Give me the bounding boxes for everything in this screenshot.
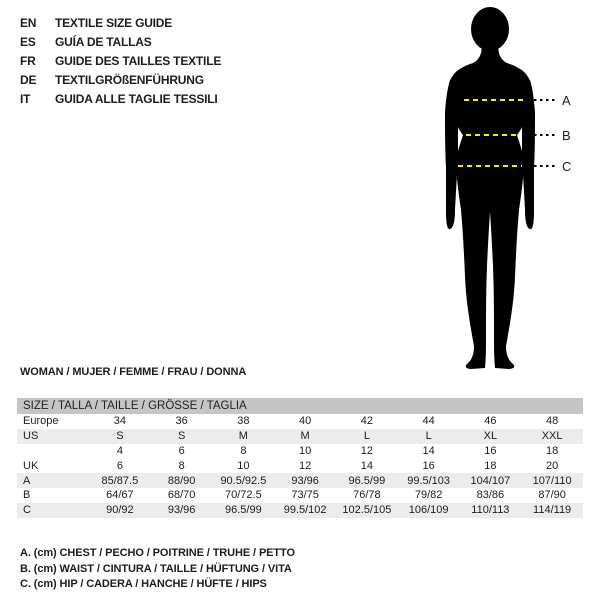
cell: 90.5/92.5 bbox=[220, 474, 267, 487]
cell: 14 bbox=[422, 444, 435, 457]
lang-row-en bbox=[20, 13, 221, 32]
cell: 76/78 bbox=[353, 489, 381, 502]
cell: 87/90 bbox=[538, 489, 566, 502]
cell: 16 bbox=[484, 444, 497, 457]
cell: 4 bbox=[116, 444, 123, 457]
cell: 44 bbox=[422, 415, 435, 428]
cell: 99.5/103 bbox=[407, 474, 451, 487]
cell: 104/107 bbox=[470, 474, 511, 487]
cell: 18 bbox=[484, 459, 497, 472]
table-row-europe bbox=[17, 414, 583, 429]
cell: S bbox=[116, 430, 124, 443]
cell: 40 bbox=[299, 415, 312, 428]
lang-label: TEXTILGRÖßENFÜHRUNG bbox=[55, 72, 204, 87]
cell: 68/70 bbox=[167, 489, 196, 502]
section-title: WOMAN / MUJER / FEMME / FRAU / DONNA bbox=[20, 366, 247, 378]
row-label: B bbox=[23, 489, 31, 502]
woman-silhouette-diagram bbox=[400, 4, 600, 376]
cell: M bbox=[300, 430, 310, 443]
cell: 93/96 bbox=[167, 504, 196, 517]
cell: 8 bbox=[178, 459, 185, 472]
cell: 102.5/105 bbox=[342, 504, 392, 517]
waist-line-label: B bbox=[562, 128, 571, 143]
cell: 79/82 bbox=[414, 489, 443, 502]
cell: 64/67 bbox=[106, 489, 134, 502]
cell: 34 bbox=[113, 415, 126, 428]
row-label: UK bbox=[23, 459, 39, 472]
cell: 16 bbox=[422, 459, 435, 472]
legend-hip: C. (cm) HIP / CADERA / HANCHE / HÜFTE / HIPS bbox=[20, 578, 267, 590]
cell: L bbox=[363, 430, 370, 443]
lang-code: FR bbox=[20, 53, 36, 68]
cell: 18 bbox=[546, 444, 559, 457]
cell: 12 bbox=[360, 444, 373, 457]
cell: 96.5/99 bbox=[348, 474, 386, 487]
lang-label: TEXTILE SIZE GUIDE bbox=[55, 15, 173, 30]
cell: 42 bbox=[360, 415, 373, 428]
legend-chest: A. (cm) CHEST / PECHO / POITRINE / TRUHE / PETTO bbox=[20, 547, 295, 559]
lang-code: DE bbox=[20, 72, 37, 87]
cell: 12 bbox=[299, 459, 312, 472]
cell: 83/86 bbox=[476, 489, 505, 502]
cell: 20 bbox=[546, 459, 559, 472]
measurement-legend bbox=[20, 546, 295, 593]
woman-silhouette bbox=[445, 7, 535, 369]
cell: 99.5/102 bbox=[283, 504, 327, 517]
cell: 10 bbox=[237, 459, 250, 472]
lang-row-de bbox=[20, 70, 221, 89]
lang-row-es bbox=[20, 32, 221, 51]
lang-row-it bbox=[20, 89, 221, 108]
cell: L bbox=[425, 430, 432, 443]
cell: M bbox=[238, 430, 248, 443]
cell: 38 bbox=[237, 415, 250, 428]
cell: 73/75 bbox=[291, 489, 319, 502]
hip-line-label: C bbox=[562, 159, 572, 174]
row-label: A bbox=[23, 474, 31, 487]
table-row-waist bbox=[17, 488, 583, 503]
cell: 46 bbox=[484, 415, 497, 428]
cell: 110/113 bbox=[471, 504, 510, 517]
row-label: Europe bbox=[23, 415, 59, 428]
legend-waist: B. (cm) WAIST / CINTURA / TAILLE / HÜFTUNG / VITA bbox=[20, 562, 292, 575]
cell: 114/119 bbox=[533, 504, 572, 517]
cell: 8 bbox=[240, 444, 247, 457]
lang-label: GUÍA DE TALLAS bbox=[55, 34, 152, 49]
cell: 107/110 bbox=[532, 474, 572, 487]
cell: 93/96 bbox=[291, 474, 319, 487]
lang-code: EN bbox=[20, 15, 37, 30]
lang-label: GUIDA ALLE TAGLIE TESSILI bbox=[55, 91, 218, 106]
table-row-chest bbox=[17, 473, 583, 488]
cell: 96.5/99 bbox=[225, 504, 262, 517]
cell: 10 bbox=[299, 444, 312, 457]
cell: 90/92 bbox=[106, 504, 134, 517]
table-row-us bbox=[17, 429, 583, 444]
size-table bbox=[17, 398, 583, 518]
language-title-block bbox=[20, 13, 221, 108]
lang-label: GUIDE DES TAILLES TEXTILE bbox=[55, 53, 222, 68]
lang-code: ES bbox=[20, 34, 36, 49]
cell: 48 bbox=[546, 415, 559, 428]
cell: 6 bbox=[116, 459, 123, 472]
table-row-us-numeric bbox=[17, 444, 583, 459]
cell: 36 bbox=[175, 415, 188, 428]
cell: 85/87.5 bbox=[101, 474, 139, 487]
cell: 88/90 bbox=[167, 474, 196, 487]
cell: 6 bbox=[178, 444, 185, 457]
cell: S bbox=[177, 430, 186, 443]
cell: XXL bbox=[541, 430, 563, 443]
table-header: SIZE / TALLA / TAILLE / GRÖSSE / TAGLIA bbox=[17, 398, 583, 414]
cell: 70/72.5 bbox=[225, 489, 262, 502]
cell: 106/109 bbox=[408, 504, 449, 517]
table-row-hip bbox=[17, 503, 583, 518]
row-label: US bbox=[23, 430, 39, 443]
table-row-uk bbox=[17, 458, 583, 473]
row-label: C bbox=[23, 504, 31, 517]
lang-row-fr bbox=[20, 51, 221, 70]
cell: 14 bbox=[360, 459, 373, 472]
lang-code: IT bbox=[20, 91, 31, 106]
chest-line-label: A bbox=[562, 93, 571, 108]
cell: XL bbox=[483, 430, 498, 443]
